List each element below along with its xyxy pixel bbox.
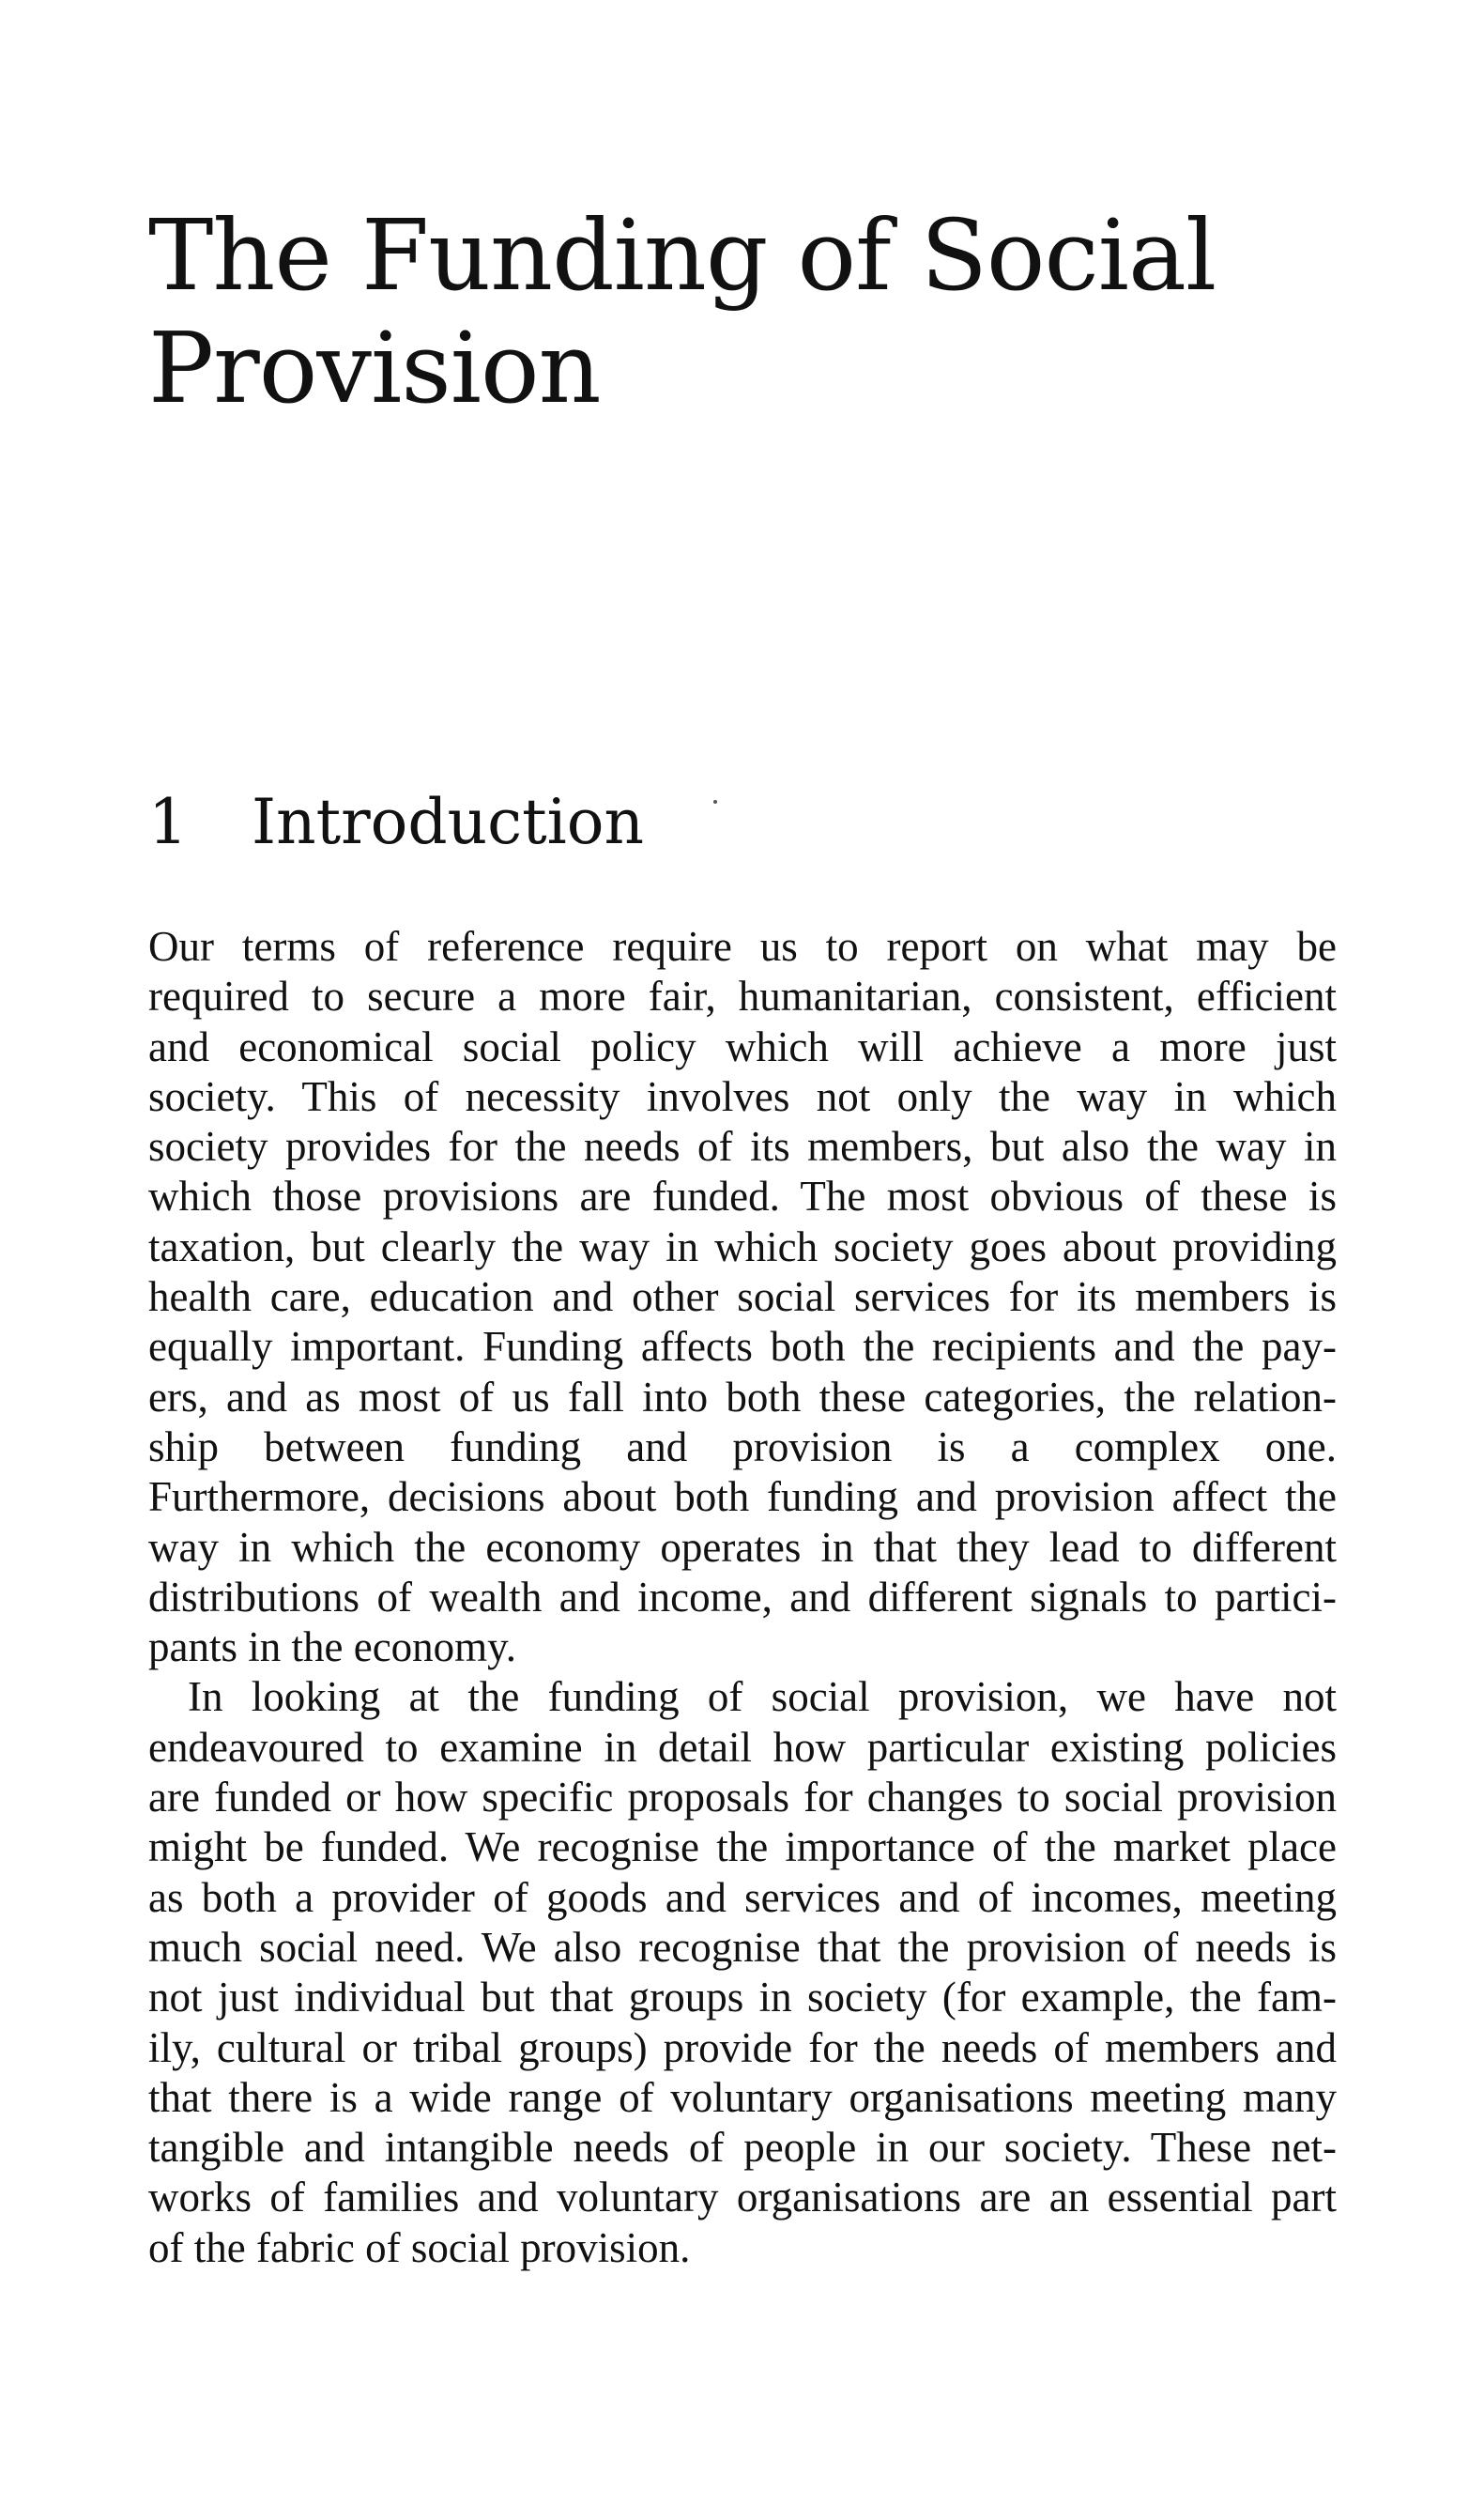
text-line: endeavoured to examine in detail how particular existing policies bbox=[148, 1723, 1337, 1771]
text-line: required to secure a more fair, humanitarian, consistent, efficient bbox=[148, 973, 1337, 1021]
text-line: of the fabric of social provision. bbox=[148, 2223, 691, 2271]
text-line: pants in the economy. bbox=[148, 1623, 516, 1671]
text-line: that there is a wide range of voluntary organisations meeting many bbox=[148, 2073, 1337, 2121]
text-line: society. This of necessity involves not only the way in which bbox=[148, 1072, 1337, 1120]
chapter-title-line: Provision bbox=[148, 311, 601, 425]
text-line: way in which the economy operates in that they lead to different bbox=[148, 1523, 1337, 1571]
text-line: tangible and intangible needs of people in our society. These net- bbox=[148, 2124, 1337, 2172]
text-line: Our terms of reference require us to report on what may be bbox=[148, 923, 1337, 970]
section-heading bbox=[148, 785, 644, 860]
text-line: ers, and as most of us fall into both these categories, the relation- bbox=[148, 1373, 1337, 1421]
print-speck bbox=[713, 800, 717, 804]
text-line: as both a provider of goods and services and of incomes, meeting bbox=[148, 1873, 1337, 1921]
chapter-title bbox=[148, 199, 1322, 424]
chapter-title-line: The Funding of Social bbox=[148, 198, 1216, 313]
text-line: ship between funding and provision is a complex one. bbox=[148, 1422, 1337, 1470]
paragraph-1 bbox=[148, 922, 1337, 1672]
text-line: ily, cultural or tribal groups) provide for the needs of members and bbox=[148, 2023, 1337, 2071]
text-line: society provides for the needs of its members, but also the way in bbox=[148, 1123, 1337, 1171]
paragraph-2 bbox=[148, 1672, 1337, 2273]
text-line: much social need. We also recognise that the provision of needs is bbox=[148, 1923, 1337, 1971]
text-line: are funded or how specific proposals for changes to social provision bbox=[148, 1774, 1337, 1821]
text-line: Furthermore, decisions about both funding and provision affect the bbox=[148, 1473, 1337, 1521]
text-line: distributions of wealth and income, and different signals to partici- bbox=[148, 1573, 1337, 1621]
text-line: and economical social policy which will achieve a more just bbox=[148, 1022, 1337, 1070]
text-line: which those provisions are funded. The most obvious of these is bbox=[148, 1173, 1337, 1221]
body-text bbox=[148, 922, 1337, 2273]
text-line: health care, education and other social services for its members is bbox=[148, 1273, 1337, 1321]
text-line: not just individual but that groups in society (for example, the fam- bbox=[148, 1974, 1337, 2021]
text-line: In looking at the funding of social provision, we have not bbox=[188, 1673, 1337, 1721]
text-line: taxation, but clearly the way in which society goes about providing bbox=[148, 1222, 1337, 1270]
section-title: Introduction bbox=[252, 786, 644, 858]
text-line: works of families and voluntary organisations are an essential part bbox=[148, 2174, 1337, 2221]
text-line: equally important. Funding affects both the recipients and the pay- bbox=[148, 1323, 1337, 1371]
text-line: might be funded. We recognise the importance of the market place bbox=[148, 1823, 1337, 1871]
section-number: 1 bbox=[148, 786, 188, 858]
